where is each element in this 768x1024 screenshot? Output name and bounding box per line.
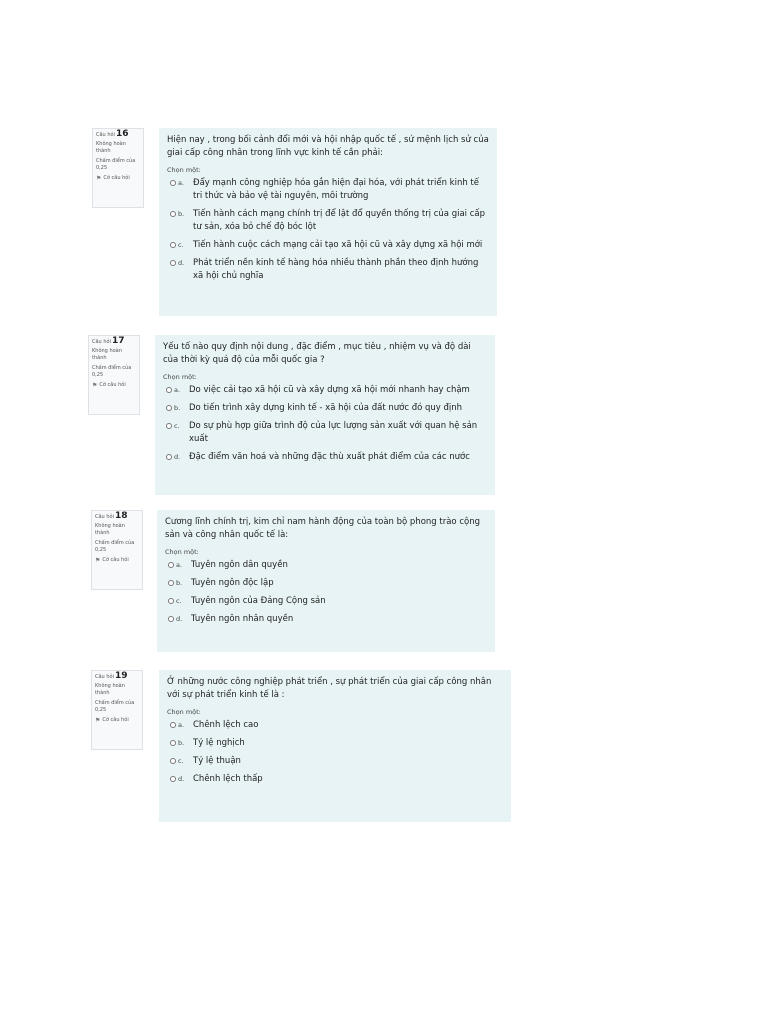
radio-button[interactable] bbox=[170, 758, 176, 764]
answer-option-c[interactable]: c. Tuyên ngôn của Đảng Cộng sản bbox=[165, 595, 487, 608]
answer-prompt: Chọn một: bbox=[163, 373, 197, 381]
question-info bbox=[88, 335, 140, 415]
flag-question-link[interactable]: ⚑ Cờ câu hỏi bbox=[96, 175, 130, 182]
answer-option-b[interactable]: b. Tỷ lệ nghịch bbox=[167, 737, 503, 750]
question-state: Không hoàn thành bbox=[96, 141, 126, 154]
question-text: Ở những nước công nghiệp phát triển , sự phát triển của giai cấp công nhân với sự phát triển kinh tế là : bbox=[167, 677, 492, 700]
flag-icon: ⚑ bbox=[96, 175, 102, 182]
answer-option-a[interactable]: a. Do việc cải tạo xã hội cũ và xây dựng xã hội mới nhanh hay chậm bbox=[163, 384, 487, 397]
question-number: Câu hỏi17 bbox=[92, 336, 125, 346]
answer-option-c[interactable]: c. Do sự phù hợp giữa trình độ của lực lượng sản xuất với quan hệ sản xuất bbox=[163, 420, 487, 446]
flag-icon: ⚑ bbox=[95, 717, 101, 724]
answer-option-c[interactable]: c. Tiến hành cuộc cách mạng cải tạo xã hội cũ và xây dựng xã hội mới bbox=[167, 239, 489, 252]
question-text: Yếu tố nào quy định nội dung , đặc điểm , mục tiêu , nhiệm vụ và độ dài của thời kỳ quá độ của mỗi quốc gia ? bbox=[163, 342, 471, 365]
answer-option-d[interactable]: d. Đặc điểm văn hoá và những đặc thù xuất phát điểm của các nước bbox=[163, 451, 487, 464]
answer-option-d[interactable]: d. Phát triển nền kinh tế hàng hóa nhiều thành phần theo định hướng xã hội chủ nghĩa bbox=[167, 257, 489, 283]
radio-button[interactable] bbox=[170, 740, 176, 746]
answer-prompt: Chọn một: bbox=[165, 548, 199, 556]
radio-button[interactable] bbox=[168, 616, 174, 622]
radio-button[interactable] bbox=[168, 562, 174, 568]
question-grade: Chấm điểm của 0,25 bbox=[96, 158, 136, 171]
radio-button[interactable] bbox=[170, 180, 176, 186]
radio-button[interactable] bbox=[170, 260, 176, 266]
answer-option-b[interactable]: b. Tuyên ngôn độc lập bbox=[165, 577, 487, 590]
answer-option-a[interactable]: a. Chênh lệch cao bbox=[167, 719, 503, 732]
radio-button[interactable] bbox=[170, 776, 176, 782]
flag-icon: ⚑ bbox=[92, 382, 98, 389]
question-state: Không hoàn thành bbox=[92, 348, 122, 361]
question-content bbox=[159, 128, 497, 316]
answer-option-d[interactable]: d. Chênh lệch thấp bbox=[167, 773, 503, 786]
question-grade: Chấm điểm của 0,25 bbox=[92, 365, 132, 378]
question-number: Câu hỏi19 bbox=[95, 671, 128, 681]
question-state: Không hoàn thành bbox=[95, 523, 125, 536]
question-number: Câu hỏi18 bbox=[95, 511, 128, 521]
question-state: Không hoàn thành bbox=[95, 683, 125, 696]
radio-button[interactable] bbox=[170, 211, 176, 217]
flag-question-link[interactable]: ⚑ Cờ câu hỏi bbox=[95, 717, 129, 724]
answer-prompt: Chọn một: bbox=[167, 166, 201, 174]
radio-button[interactable] bbox=[166, 454, 172, 460]
question-info bbox=[91, 510, 143, 590]
flag-icon: ⚑ bbox=[95, 557, 101, 564]
question-number: Câu hỏi16 bbox=[96, 129, 129, 139]
radio-button[interactable] bbox=[166, 423, 172, 429]
answer-option-b[interactable]: b. Do tiến trình xây dựng kinh tế - xã hội của đất nước đó quy định bbox=[163, 402, 487, 415]
radio-button[interactable] bbox=[166, 405, 172, 411]
question-grade: Chấm điểm của 0,25 bbox=[95, 540, 135, 553]
question-content bbox=[157, 510, 495, 652]
question-text: Cương lĩnh chính trị, kim chỉ nam hành động của toàn bộ phong trào cộng sản và công nhân quốc tế là: bbox=[165, 517, 480, 540]
radio-button[interactable] bbox=[168, 598, 174, 604]
answer-option-c[interactable]: c. Tỷ lệ thuận bbox=[167, 755, 503, 768]
question-info bbox=[92, 128, 144, 208]
question-grade: Chấm điểm của 0,25 bbox=[95, 700, 135, 713]
question-content bbox=[155, 335, 495, 495]
radio-button[interactable] bbox=[168, 580, 174, 586]
answer-option-a[interactable]: a. Đẩy mạnh công nghiệp hóa gắn hiện đại hóa, với phát triển kinh tế tri thức và bảo vệ tài nguyên, môi trường bbox=[167, 177, 489, 203]
flag-question-link[interactable]: ⚑ Cờ câu hỏi bbox=[92, 382, 126, 389]
question-content bbox=[159, 670, 511, 822]
flag-question-link[interactable]: ⚑ Cờ câu hỏi bbox=[95, 557, 129, 564]
radio-button[interactable] bbox=[170, 722, 176, 728]
answer-prompt: Chọn một: bbox=[167, 708, 201, 716]
radio-button[interactable] bbox=[166, 387, 172, 393]
question-text: Hiện nay , trong bối cảnh đổi mới và hội nhập quốc tế , sứ mệnh lịch sử của giai cấp công nhân trong lĩnh vực kinh tế cần phải: bbox=[167, 135, 489, 158]
answer-option-d[interactable]: d. Tuyên ngôn nhân quyền bbox=[165, 613, 487, 626]
answer-option-b[interactable]: b. Tiến hành cách mạng chính trị để lật đổ quyền thống trị của giai cấp tư sản, xóa bỏ chế độ bóc lột bbox=[167, 208, 489, 234]
answer-option-a[interactable]: a. Tuyên ngôn dân quyền bbox=[165, 559, 487, 572]
radio-button[interactable] bbox=[170, 242, 176, 248]
question-info bbox=[91, 670, 143, 750]
